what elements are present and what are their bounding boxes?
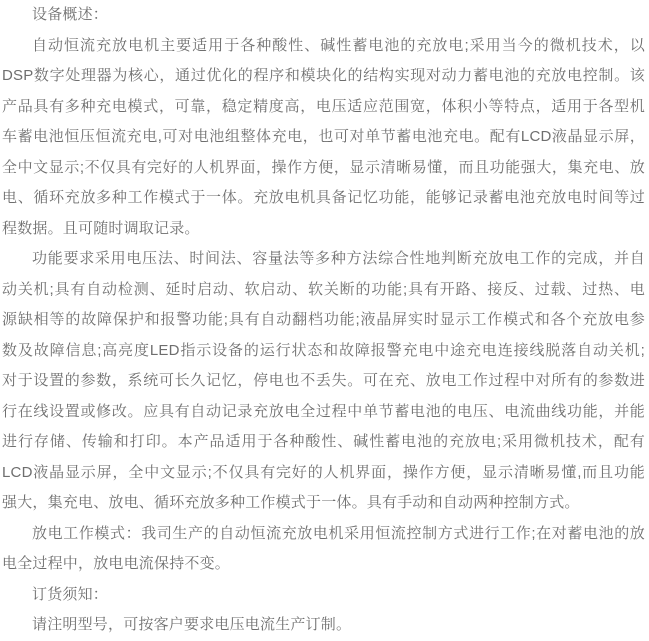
text-line: 车蓄电池恒压恒流充电,可对电池组整体充电，也可对单节蓄电池充电。配有LCD液晶显示屏， [2, 128, 645, 145]
text-line: LCD液晶显示屏，全中文显示;不仅具有完好的人机界面，操作方便，显示清晰易懂,而且功能 [2, 463, 645, 481]
paragraph-order-notice [2, 610, 645, 641]
order-notice-heading-text: 订货须知： [32, 585, 109, 603]
text-line: 强大，集充电、放电、循环充放多种工作模式于一体。具有手动和自动两种控制方式。 [2, 494, 580, 511]
text-line: 全中文显示;不仅具有完好的人机界面，操作方便，显示清晰易懂，而且功能强大，集充电、放 [2, 158, 645, 176]
text-line: 进行存储、传输和打印。本产品适用于各种酸性、碱性蓄电池的充放电;采用微机技术，配有 [2, 433, 645, 450]
text-line: 源缺相等的故障保护和报警功能;具有自动翻档功能;液晶屏实时显示工作模式和各个充放电参 [2, 311, 645, 328]
text-line: 自动恒流充放电机主要适用于各种酸性、碱性蓄电池的充放电;采用当今的微机技术，以 [32, 36, 645, 54]
section-heading-order-notice [2, 580, 645, 611]
text-line: 动关机;具有自动检测、延时启动、软启动、软关断的功能;具有开路、接反、过载、过热、电 [2, 280, 645, 298]
text-line: 程数据。且可随时调取记录。 [2, 219, 200, 237]
paragraph-discharge-mode [2, 519, 645, 580]
text-line: 对于设置的参数，系统可长久记忆，停电也不丢失。可在充、放电工作过程中对所有的参数进 [2, 372, 645, 389]
text-line: 行在线设置或修改。应具有自动记录充放电全过程中单节蓄电池的电压、电流曲线功能，并能 [2, 402, 645, 420]
text-line: 请注明型号，可按客户要求电压电流生产订制。 [32, 616, 352, 633]
paragraph-function-requirements [2, 244, 645, 519]
text-line: 功能要求采用电压法、时间法、容量法等多种方法综合性地判断充放电工作的完成，并自 [32, 250, 645, 267]
text-line: 电全过程中，放电电流保持不变。 [2, 555, 231, 572]
text-line: 放电工作模式：我司生产的自动恒流充放电机采用恒流控制方式进行工作;在对蓄电池的放 [32, 524, 645, 542]
paragraph-device-overview [2, 31, 645, 245]
text-line: 产品具有多种充电模式，可靠，稳定精度高，电压适应范围宽，体积小等特点，适用于各型机 [2, 97, 645, 115]
text-line: 数及故障信息;高亮度LED指示设备的运行状态和故障报警充电中途充电连接线脱落自动关机; [2, 341, 645, 359]
section-heading-device-overview [2, 0, 645, 31]
device-overview-heading-text: 设备概述： [32, 6, 109, 23]
text-line: DSP数字处理器为核心，通过优化的程序和模块化的结构实现对动力蓄电池的充放电控制。该 [2, 67, 645, 84]
text-line: 电、循环充放多种工作模式于一体。充放电机具备记忆功能，能够记录蓄电池充放电时间等过 [2, 189, 645, 206]
